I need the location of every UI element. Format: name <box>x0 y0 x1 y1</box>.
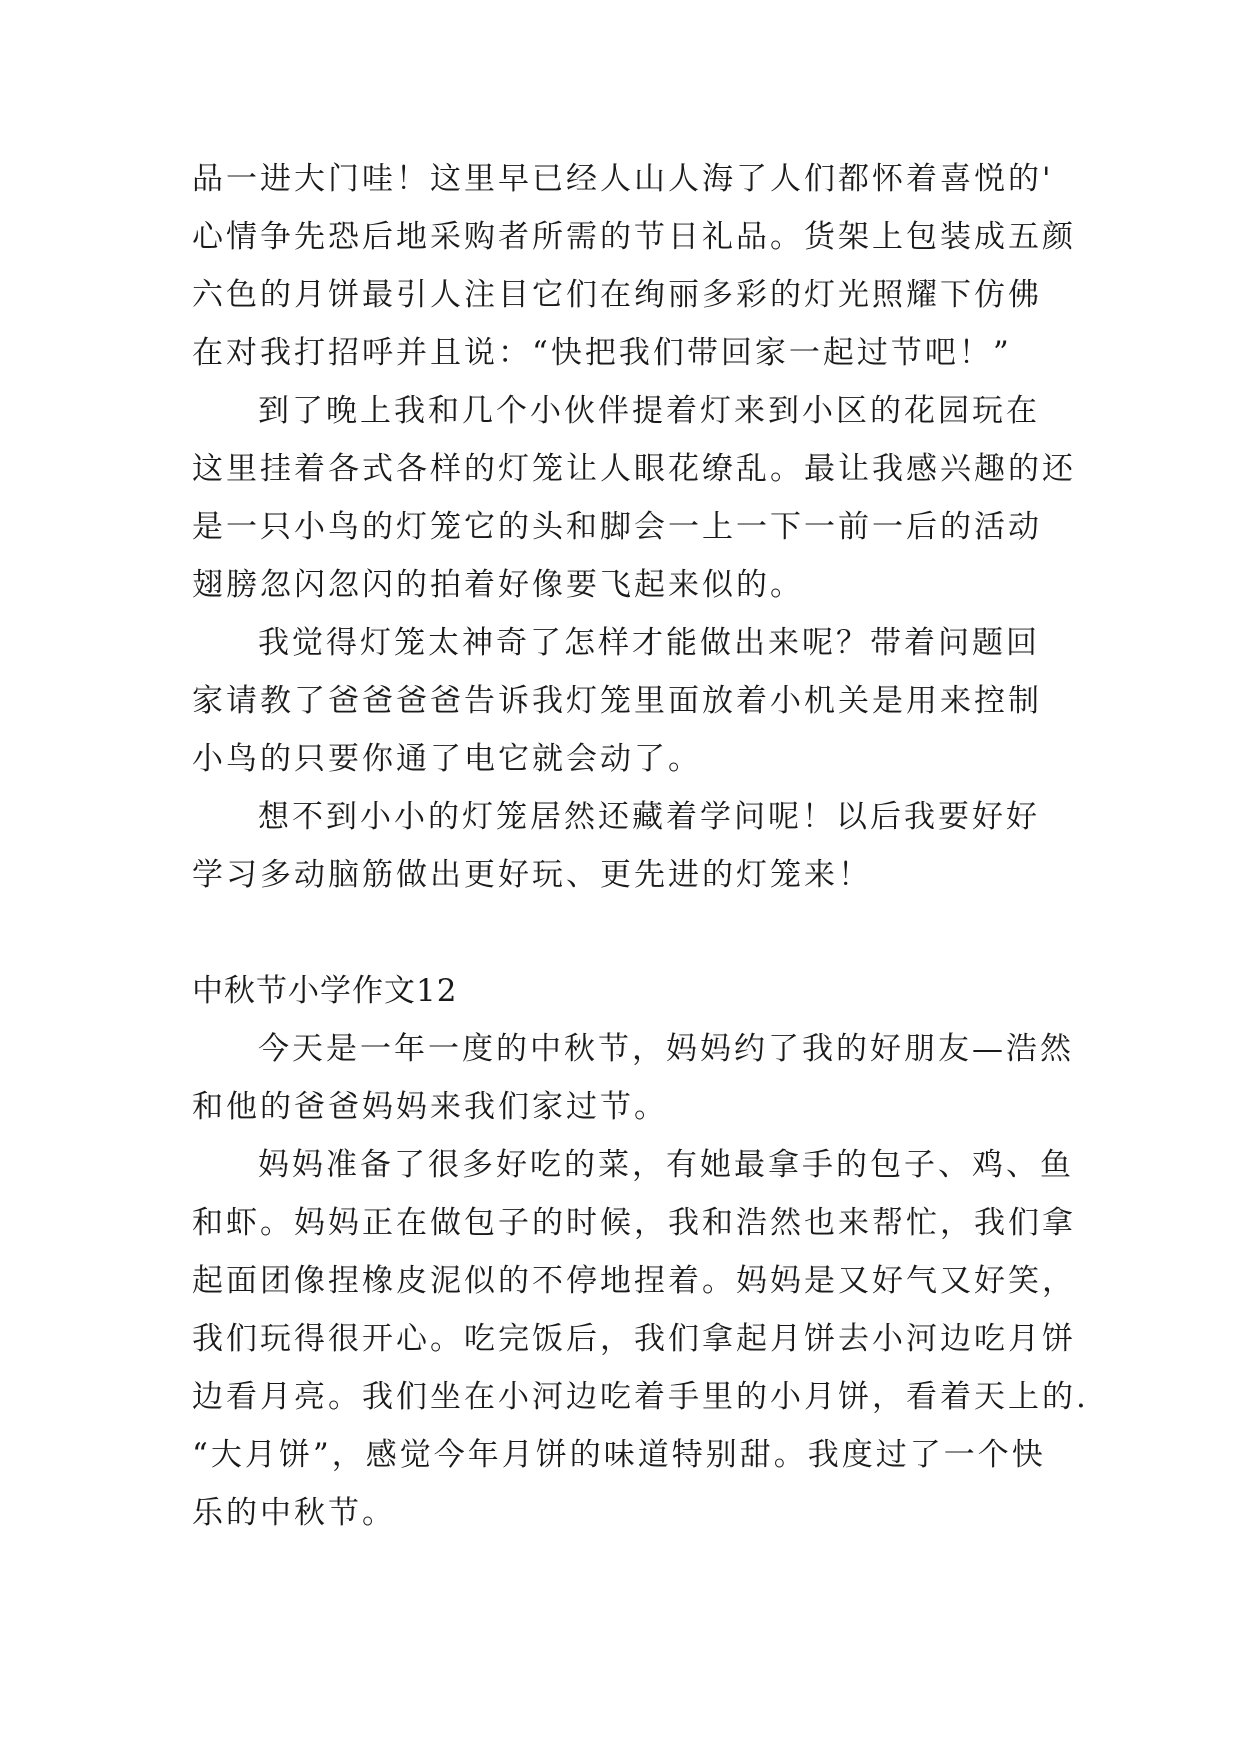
text-line: 这里挂着各式各样的灯笼让人眼花缭乱。最让我感兴趣的还 <box>192 451 1076 487</box>
text-line: 妈妈准备了很多好吃的菜，有她最拿手的包子、鸡、鱼 <box>258 1147 1074 1183</box>
text-line: 是一只小鸟的灯笼它的头和脚会一上一下一前一后的活动 <box>192 509 1042 545</box>
text-line: 边看月亮。我们坐在小河边吃着手里的小月饼，看着天上的. <box>192 1379 1089 1415</box>
text-line: 小鸟的只要你通了电它就会动了。 <box>192 741 702 777</box>
text-line: 乐的中秋节。 <box>192 1495 396 1531</box>
text-line: 到了晚上我和几个小伙伴提着灯来到小区的花园玩在 <box>258 393 1040 429</box>
paragraph <box>192 1020 1074 1136</box>
text-line: 翅膀忽闪忽闪的拍着好像要飞起来似的。 <box>192 567 804 603</box>
text-line: 学习多动脑筋做出更好玩、更先进的灯笼来！ <box>192 857 872 893</box>
paragraph <box>192 150 1076 382</box>
text-line: 六色的月饼最引人注目它们在绚丽多彩的灯光照耀下仿佛 <box>192 277 1042 313</box>
paragraph <box>192 614 1054 788</box>
document-body <box>192 150 1089 1542</box>
section-spacer <box>192 904 1054 962</box>
text-line: 心情争先恐后地采购者所需的节日礼品。货架上包装成五颜 <box>192 219 1076 255</box>
text-line: 和虾。妈妈正在做包子的时候，我和浩然也来帮忙，我们拿 <box>192 1205 1076 1241</box>
text-line: 家请教了爸爸爸爸告诉我灯笼里面放着小机关是用来控制 <box>192 683 1042 719</box>
text-line: 今天是一年一度的中秋节，妈妈约了我的好朋友—浩然 <box>258 1031 1074 1067</box>
text-line: 和他的爸爸妈妈来我们家过节。 <box>192 1089 668 1125</box>
text-line: 起面团像捏橡皮泥似的不停地捏着。妈妈是又好气又好笑， <box>192 1263 1076 1299</box>
paragraph <box>192 1136 1089 1542</box>
text-line: 我们玩得很开心。吃完饭后，我们拿起月饼去小河边吃月饼 <box>192 1321 1076 1357</box>
text-line: 品一进大门哇！这里早已经人山人海了人们都怀着喜悦的' <box>192 161 1054 197</box>
text-line: 我觉得灯笼太神奇了怎样才能做出来呢？带着问题回 <box>258 625 1040 661</box>
paragraph <box>192 382 1076 614</box>
text-line: “大月饼”，感觉今年月饼的味道特别甜。我度过了一个快 <box>192 1437 1046 1473</box>
essay-heading: 中秋节小学作文12 <box>192 973 458 1009</box>
paragraph <box>192 788 1054 904</box>
text-line: 在对我打招呼并且说：“快把我们带回家一起过节吧！” <box>192 335 1012 371</box>
text-line: 想不到小小的灯笼居然还藏着学问呢！以后我要好好 <box>258 799 1040 835</box>
